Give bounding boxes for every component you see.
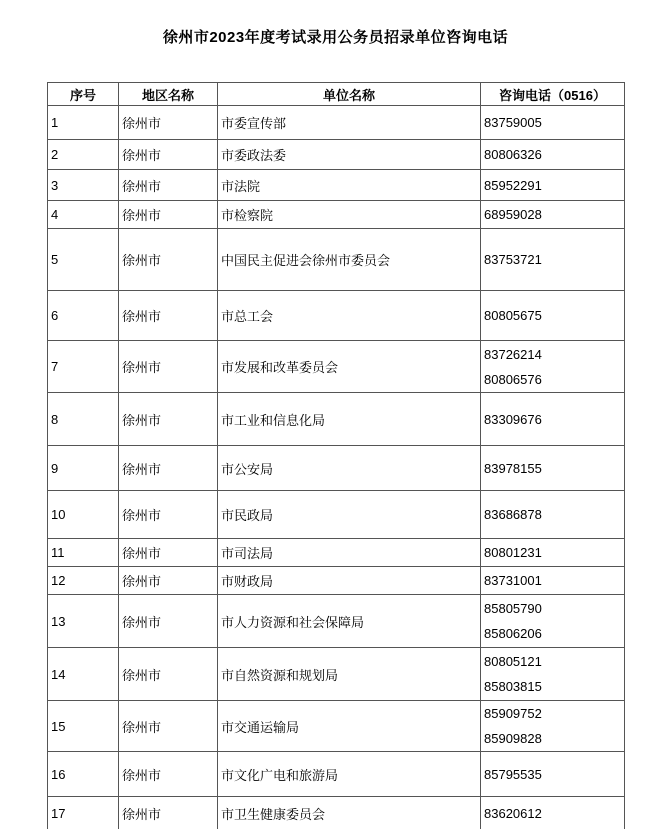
table-row (48, 201, 625, 229)
table-row (48, 393, 625, 446)
phone-number: 85805790 (484, 601, 542, 616)
cell-region-name: 徐州市 (119, 595, 218, 648)
cell-unit-name: 市民政局 (218, 491, 481, 539)
cell-phone (481, 539, 625, 567)
cell-serial-number: 2 (48, 140, 119, 170)
table-row (48, 595, 625, 648)
cell-phone (481, 170, 625, 201)
cell-region-name: 徐州市 (119, 106, 218, 140)
cell-unit-name: 市总工会 (218, 291, 481, 341)
table-row (48, 140, 625, 170)
cell-phone (481, 567, 625, 595)
cell-serial-number: 9 (48, 446, 119, 491)
table-body (48, 106, 625, 829)
phone-number: 83978155 (484, 460, 542, 476)
cell-unit-name: 市人力资源和社会保障局 (218, 595, 481, 648)
cell-phone (481, 393, 625, 446)
cell-serial-number: 6 (48, 291, 119, 341)
cell-serial-number: 11 (48, 539, 119, 567)
table-header-row (48, 83, 625, 106)
cell-unit-name: 市卫生健康委员会 (218, 797, 481, 829)
table-row (48, 701, 625, 752)
cell-region-name: 徐州市 (119, 201, 218, 229)
phone-number: 85803815 (484, 679, 542, 694)
cell-unit-name: 中国民主促进会徐州市委员会 (218, 229, 481, 291)
cell-region-name: 徐州市 (119, 229, 218, 291)
cell-phone (481, 446, 625, 491)
cell-region-name: 徐州市 (119, 539, 218, 567)
cell-region-name: 徐州市 (119, 291, 218, 341)
table-row (48, 648, 625, 701)
header-unit-name: 单位名称 (218, 83, 481, 106)
cell-phone (481, 797, 625, 829)
cell-region-name: 徐州市 (119, 140, 218, 170)
cell-unit-name: 市司法局 (218, 539, 481, 567)
phone-number: 68959028 (484, 207, 542, 222)
cell-unit-name: 市委宣传部 (218, 106, 481, 140)
cell-region-name: 徐州市 (119, 446, 218, 491)
cell-phone (481, 752, 625, 797)
cell-region-name: 徐州市 (119, 752, 218, 797)
cell-region-name: 徐州市 (119, 170, 218, 201)
table-row (48, 291, 625, 341)
cell-unit-name: 市财政局 (218, 567, 481, 595)
cell-region-name: 徐州市 (119, 393, 218, 446)
phone-number: 83309676 (484, 411, 542, 427)
phone-number: 80806326 (484, 147, 542, 162)
cell-region-name: 徐州市 (119, 491, 218, 539)
header-phone: 咨询电话（0516） (481, 83, 625, 106)
cell-serial-number: 12 (48, 567, 119, 595)
cell-region-name: 徐州市 (119, 797, 218, 829)
cell-serial-number: 4 (48, 201, 119, 229)
cell-unit-name: 市公安局 (218, 446, 481, 491)
cell-unit-name: 市发展和改革委员会 (218, 341, 481, 393)
phone-number: 83686878 (484, 507, 542, 522)
cell-unit-name: 市文化广电和旅游局 (218, 752, 481, 797)
phone-number: 83759005 (484, 115, 542, 130)
cell-region-name: 徐州市 (119, 341, 218, 393)
cell-region-name: 徐州市 (119, 701, 218, 752)
cell-serial-number: 7 (48, 341, 119, 393)
cell-serial-number: 8 (48, 393, 119, 446)
cell-region-name: 徐州市 (119, 567, 218, 595)
table-row (48, 341, 625, 393)
cell-serial-number: 10 (48, 491, 119, 539)
cell-unit-name: 市工业和信息化局 (218, 393, 481, 446)
phone-number: 80806576 (484, 371, 542, 387)
phone-number: 83726214 (484, 346, 542, 362)
phone-number: 83620612 (484, 805, 542, 821)
phone-number: 83731001 (484, 573, 542, 588)
phone-number: 80805675 (484, 308, 542, 323)
phone-number: 80801231 (484, 545, 542, 560)
cell-serial-number: 13 (48, 595, 119, 648)
cell-serial-number: 14 (48, 648, 119, 701)
table-row (48, 752, 625, 797)
header-region-name: 地区名称 (119, 83, 218, 106)
phone-number: 85909752 (484, 706, 542, 721)
cell-unit-name: 市交通运输局 (218, 701, 481, 752)
table-row (48, 106, 625, 140)
table-row (48, 170, 625, 201)
phone-number: 85806206 (484, 626, 542, 641)
cell-phone (481, 595, 625, 648)
phone-number: 80805121 (484, 654, 542, 669)
table-row (48, 491, 625, 539)
cell-serial-number: 15 (48, 701, 119, 752)
cell-serial-number: 3 (48, 170, 119, 201)
phone-number: 85952291 (484, 177, 542, 193)
phone-number: 83753721 (484, 252, 542, 267)
table-row (48, 446, 625, 491)
cell-phone (481, 106, 625, 140)
cell-phone (481, 291, 625, 341)
table-row (48, 797, 625, 829)
cell-serial-number: 17 (48, 797, 119, 829)
cell-phone (481, 648, 625, 701)
cell-unit-name: 市法院 (218, 170, 481, 201)
cell-serial-number: 5 (48, 229, 119, 291)
cell-serial-number: 1 (48, 106, 119, 140)
table-row (48, 229, 625, 291)
cell-phone (481, 701, 625, 752)
cell-unit-name: 市委政法委 (218, 140, 481, 170)
phone-directory-table (47, 82, 625, 829)
cell-unit-name: 市自然资源和规划局 (218, 648, 481, 701)
cell-phone (481, 201, 625, 229)
cell-phone (481, 229, 625, 291)
cell-phone (481, 140, 625, 170)
phone-number: 85795535 (484, 766, 542, 782)
cell-unit-name: 市检察院 (218, 201, 481, 229)
phone-number: 85909828 (484, 731, 542, 746)
page-title: 徐州市2023年度考试录用公务员招录单位咨询电话 (162, 29, 509, 46)
cell-phone (481, 491, 625, 539)
cell-phone (481, 341, 625, 393)
cell-serial-number: 16 (48, 752, 119, 797)
header-serial-number: 序号 (48, 83, 119, 106)
table-row (48, 539, 625, 567)
table-row (48, 567, 625, 595)
cell-region-name: 徐州市 (119, 648, 218, 701)
